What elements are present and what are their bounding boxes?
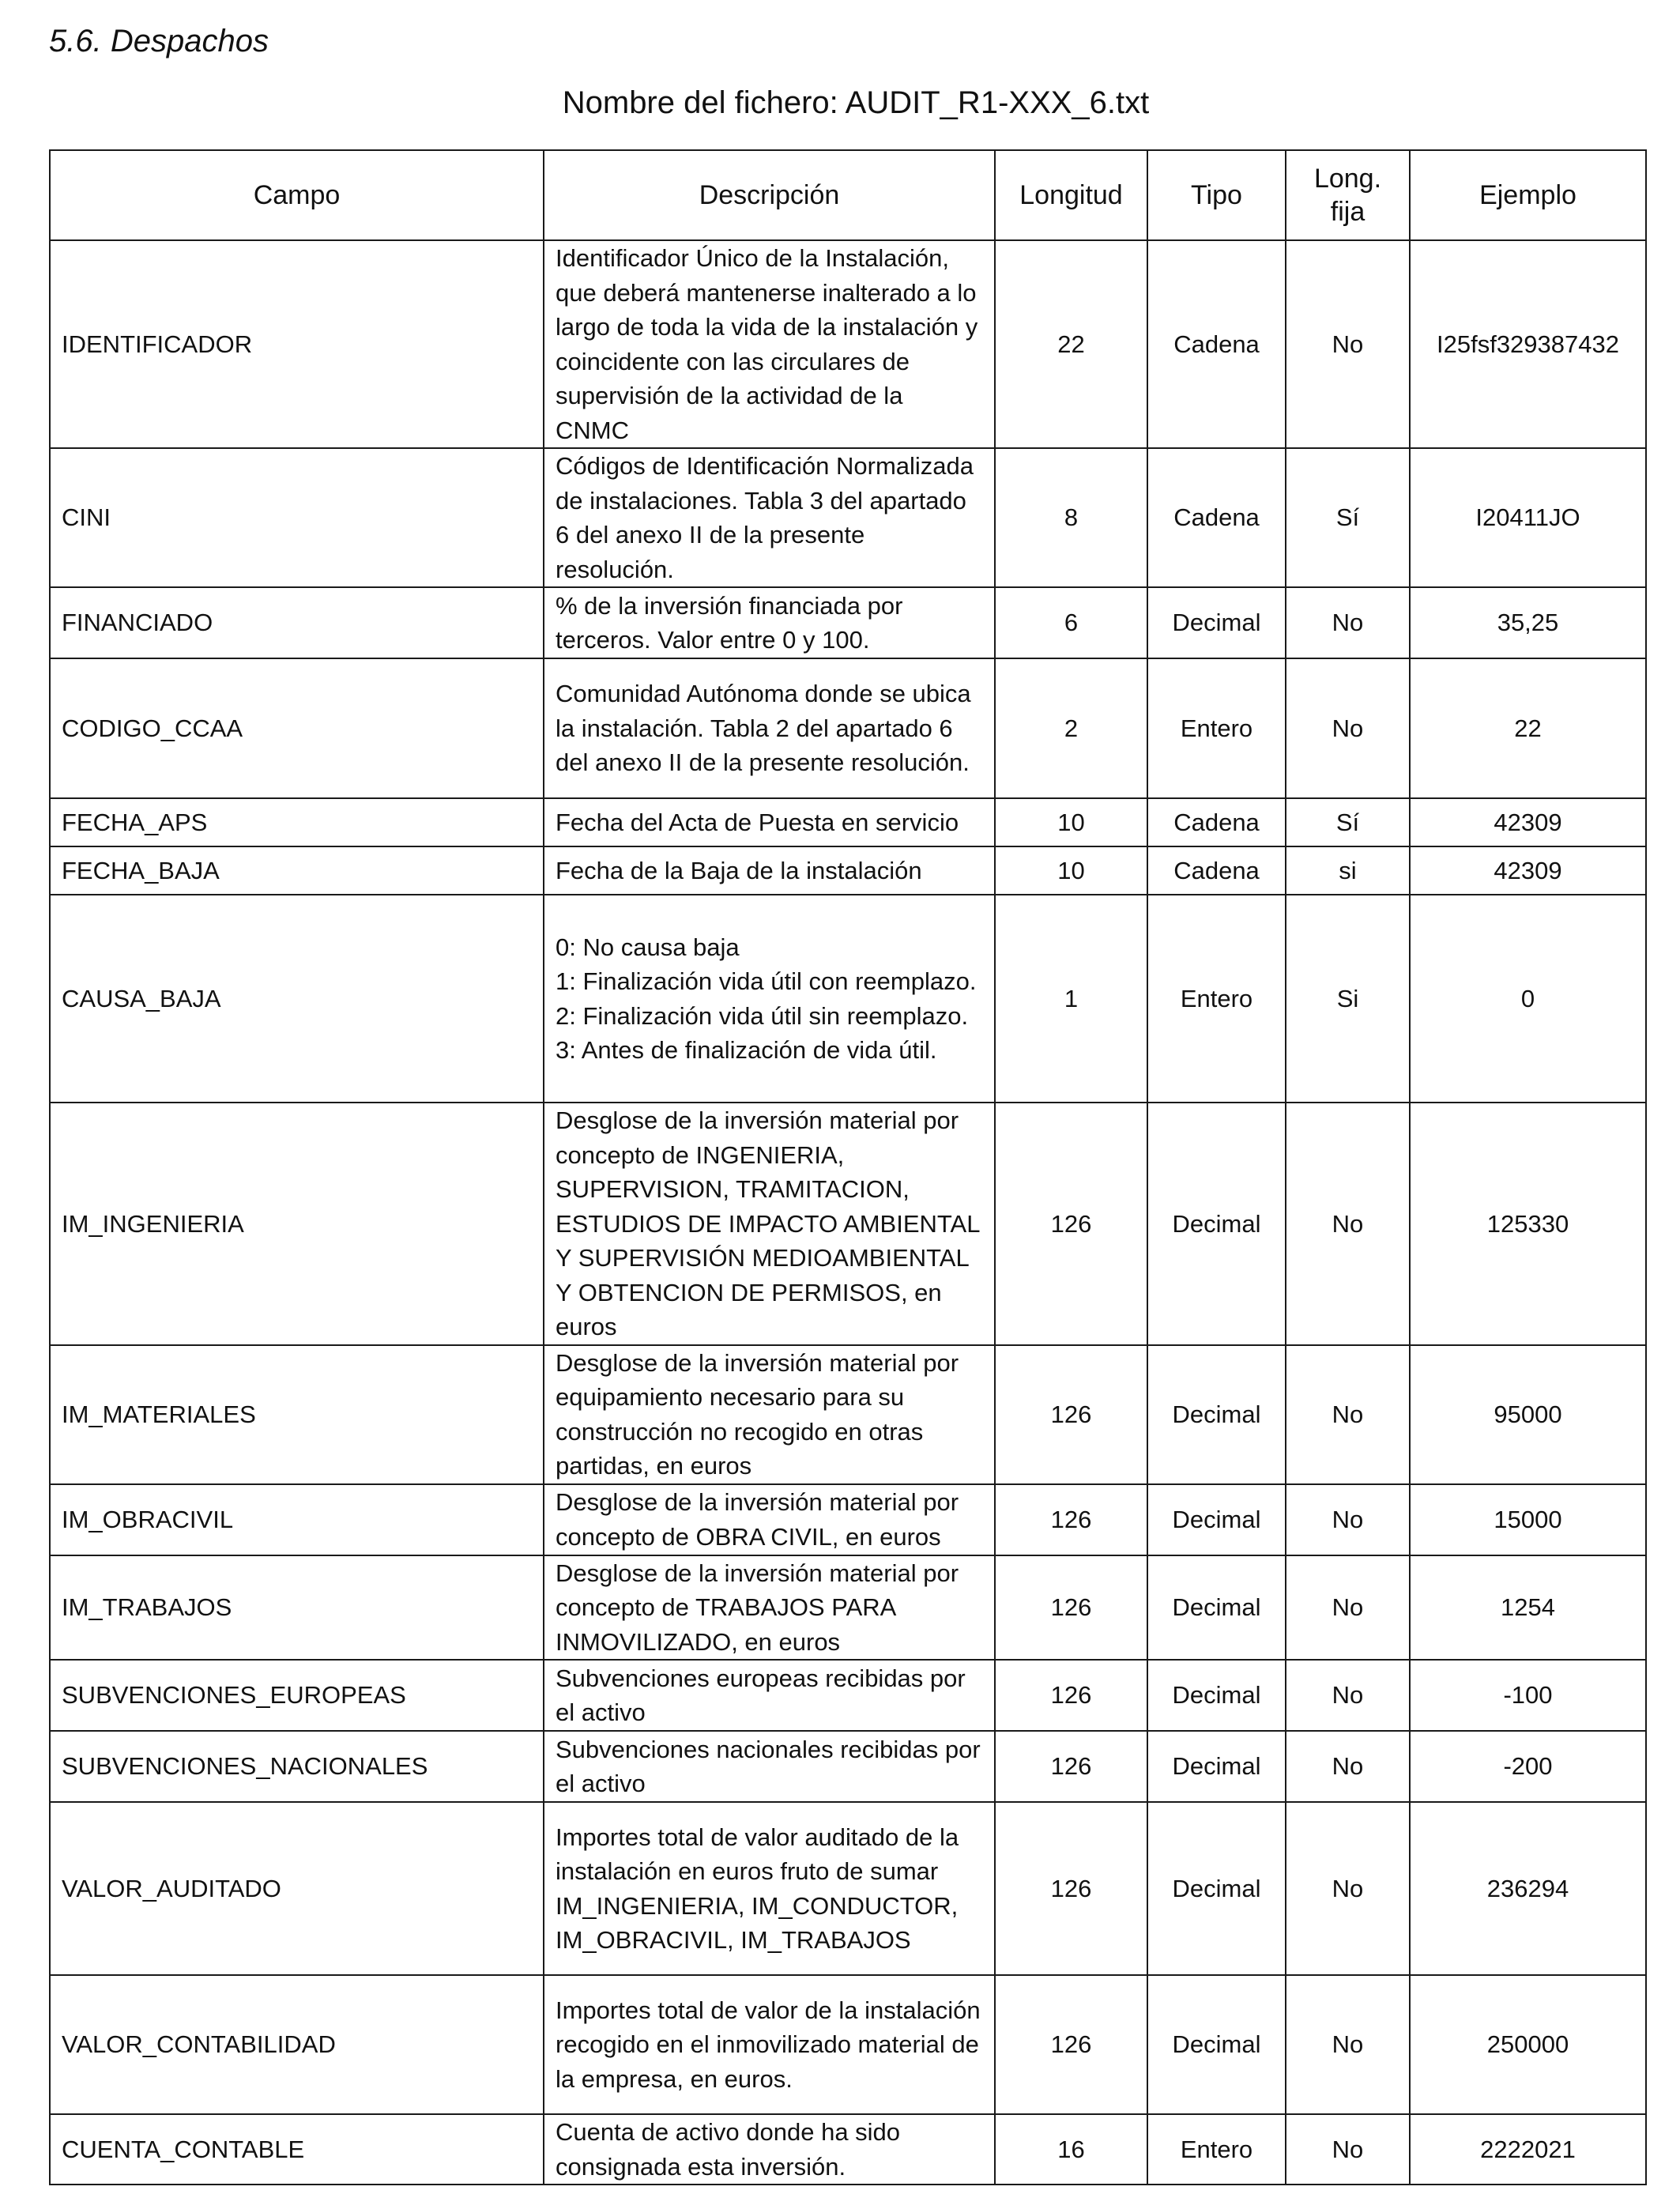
ejemplo-cell: 2222021 <box>1410 2114 1646 2185</box>
tipo-cell: Cadena <box>1147 846 1286 895</box>
ejemplo-cell: -100 <box>1410 1660 1646 1731</box>
tipo-cell: Decimal <box>1147 1731 1286 1802</box>
campo-cell: FECHA_APS <box>50 798 544 846</box>
descripcion-cell: Desglose de la inversión material por concepto de OBRA CIVIL, en euros <box>544 1484 995 1555</box>
campo-cell: IM_OBRACIVIL <box>50 1484 544 1555</box>
longitud-cell: 126 <box>995 1975 1147 2114</box>
table-row <box>50 798 1646 846</box>
long-fija-cell: No <box>1286 658 1410 798</box>
long-fija-cell: Si <box>1286 895 1410 1103</box>
descripcion-cell: Fecha del Acta de Puesta en servicio <box>544 798 995 846</box>
descripcion-cell: Subvenciones nacionales recibidas por el activo <box>544 1731 995 1802</box>
long-fija-cell: si <box>1286 846 1410 895</box>
table-row <box>50 448 1646 587</box>
campo-cell: CUENTA_CONTABLE <box>50 2114 544 2185</box>
ejemplo-cell: 42309 <box>1410 846 1646 895</box>
ejemplo-cell: 15000 <box>1410 1484 1646 1555</box>
long-fija-cell: No <box>1286 587 1410 658</box>
campo-cell: CODIGO_CCAA <box>50 658 544 798</box>
ejemplo-cell: I25fsf329387432 <box>1410 240 1646 448</box>
long-fija-cell: No <box>1286 1555 1410 1661</box>
longitud-cell: 10 <box>995 798 1147 846</box>
header-ejemplo: Ejemplo <box>1410 150 1646 240</box>
causa-baja-line: 2: Finalización vida útil sin reemplazo. <box>556 1001 969 1030</box>
descripcion-cell: Desglose de la inversión material por concepto de TRABAJOS PARA INMOVILIZADO, en euros <box>544 1555 995 1661</box>
campo-cell: VALOR_CONTABILIDAD <box>50 1975 544 2114</box>
tipo-cell: Entero <box>1147 658 1286 798</box>
header-tipo: Tipo <box>1147 150 1286 240</box>
header-descripcion: Descripción <box>544 150 995 240</box>
table-header-row <box>50 150 1646 240</box>
ejemplo-cell: I20411JO <box>1410 448 1646 587</box>
campo-cell: CAUSA_BAJA <box>50 895 544 1103</box>
ejemplo-cell: 42309 <box>1410 798 1646 846</box>
long-fija-cell: No <box>1286 1103 1410 1345</box>
ejemplo-cell: 95000 <box>1410 1345 1646 1484</box>
campo-cell: SUBVENCIONES_NACIONALES <box>50 1731 544 1802</box>
tipo-cell: Decimal <box>1147 587 1286 658</box>
longitud-cell: 126 <box>995 1731 1147 1802</box>
campo-cell: VALOR_AUDITADO <box>50 1802 544 1975</box>
campo-cell: FECHA_BAJA <box>50 846 544 895</box>
header-long-fija: Long. fija <box>1286 150 1410 240</box>
causa-baja-line: 1: Finalización vida útil con reemplazo. <box>556 967 977 995</box>
table-row <box>50 1484 1646 1555</box>
header-longitud: Longitud <box>995 150 1147 240</box>
descripcion-cell: Cuenta de activo donde ha sido consignada esta inversión. <box>544 2114 995 2185</box>
campo-cell: CINI <box>50 448 544 587</box>
descripcion-cell: Importes total de valor de la instalación recogido en el inmovilizado material de la empresa, en euros. <box>544 1975 995 2114</box>
tipo-cell: Decimal <box>1147 1103 1286 1345</box>
table-row <box>50 1660 1646 1731</box>
longitud-cell: 126 <box>995 1555 1147 1661</box>
ejemplo-cell: 1254 <box>1410 1555 1646 1661</box>
table-row <box>50 1345 1646 1484</box>
long-fija-cell: No <box>1286 1660 1410 1731</box>
long-fija-cell: No <box>1286 1484 1410 1555</box>
descripcion-cell: Comunidad Autónoma donde se ubica la instalación. Tabla 2 del apartado 6 del anexo II de la presente resolución. <box>544 658 995 798</box>
table-row <box>50 240 1646 448</box>
long-fija-cell: No <box>1286 1345 1410 1484</box>
campo-cell: IM_TRABAJOS <box>50 1555 544 1661</box>
table-row <box>50 846 1646 895</box>
campo-cell: IDENTIFICADOR <box>50 240 544 448</box>
ejemplo-cell: 35,25 <box>1410 587 1646 658</box>
long-fija-cell: No <box>1286 1802 1410 1975</box>
long-fija-cell: No <box>1286 240 1410 448</box>
table-row <box>50 895 1646 1103</box>
table-row <box>50 1103 1646 1345</box>
long-fija-cell: Sí <box>1286 798 1410 846</box>
longitud-cell: 126 <box>995 1802 1147 1975</box>
tipo-cell: Entero <box>1147 2114 1286 2185</box>
descripcion-cell: Desglose de la inversión material por concepto de INGENIERIA, SUPERVISION, TRAMITACION, ESTUDIOS DE IMPACTO AMBIENTAL Y SUPERVISIÓN MEDIOAMBIENTAL Y OBTENCION DE PERMISOS, en euros <box>544 1103 995 1345</box>
descripcion-cell: Fecha de la Baja de la instalación <box>544 846 995 895</box>
campo-cell: FINANCIADO <box>50 587 544 658</box>
table-row <box>50 2114 1646 2185</box>
causa-baja-line: 0: No causa baja <box>556 933 740 961</box>
descripcion-cell: % de la inversión financiada por terceros. Valor entre 0 y 100. <box>544 587 995 658</box>
descripcion-cell: Identificador Único de la Instalación, que deberá mantenerse inalterado a lo largo de toda la vida de la instalación y coincidente con las circulares de supervisión de la actividad de la CNMC <box>544 240 995 448</box>
longitud-cell: 126 <box>995 1345 1147 1484</box>
descripcion-cell: Desglose de la inversión material por equipamiento necesario para su construcción no recogido en otras partidas, en euros <box>544 1345 995 1484</box>
tipo-cell: Decimal <box>1147 1484 1286 1555</box>
ejemplo-cell: -200 <box>1410 1731 1646 1802</box>
descripcion-cell: Códigos de Identificación Normalizada de instalaciones. Tabla 3 del apartado 6 del anexo II de la presente resolución. <box>544 448 995 587</box>
tipo-cell: Decimal <box>1147 1802 1286 1975</box>
tipo-cell: Decimal <box>1147 1660 1286 1731</box>
longitud-cell: 22 <box>995 240 1147 448</box>
long-fija-cell: Sí <box>1286 448 1410 587</box>
long-fija-cell: No <box>1286 1975 1410 2114</box>
longitud-cell: 6 <box>995 587 1147 658</box>
long-fija-cell: No <box>1286 2114 1410 2185</box>
campo-cell: IM_MATERIALES <box>50 1345 544 1484</box>
tipo-cell: Cadena <box>1147 448 1286 587</box>
tipo-cell: Entero <box>1147 895 1286 1103</box>
longitud-cell: 1 <box>995 895 1147 1103</box>
table-row <box>50 658 1646 798</box>
long-fija-cell: No <box>1286 1731 1410 1802</box>
table-row <box>50 1555 1646 1661</box>
ejemplo-cell: 236294 <box>1410 1802 1646 1975</box>
longitud-cell: 2 <box>995 658 1147 798</box>
longitud-cell: 10 <box>995 846 1147 895</box>
file-name-title: Nombre del fichero: AUDIT_R1-XXX_6.txt <box>562 85 1150 120</box>
longitud-cell: 16 <box>995 2114 1147 2185</box>
ejemplo-cell: 22 <box>1410 658 1646 798</box>
longitud-cell: 126 <box>995 1103 1147 1345</box>
section-heading: 5.6. Despachos <box>49 24 269 58</box>
header-campo: Campo <box>50 150 544 240</box>
campo-cell: IM_INGENIERIA <box>50 1103 544 1345</box>
descripcion-cell <box>544 895 995 1103</box>
campo-cell: SUBVENCIONES_EUROPEAS <box>50 1660 544 1731</box>
longitud-cell: 8 <box>995 448 1147 587</box>
tipo-cell: Decimal <box>1147 1975 1286 2114</box>
longitud-cell: 126 <box>995 1484 1147 1555</box>
descripcion-cell: Subvenciones europeas recibidas por el activo <box>544 1660 995 1731</box>
table-row <box>50 587 1646 658</box>
table-row <box>50 1802 1646 1975</box>
tipo-cell: Cadena <box>1147 240 1286 448</box>
tipo-cell: Cadena <box>1147 798 1286 846</box>
ejemplo-cell: 125330 <box>1410 1103 1646 1345</box>
causa-baja-line: 3: Antes de finalización de vida útil. <box>556 1036 937 1064</box>
fields-table <box>49 149 1647 2185</box>
ejemplo-cell: 0 <box>1410 895 1646 1103</box>
descripcion-cell: Importes total de valor auditado de la instalación en euros fruto de sumar IM_INGENIERIA, IM_CONDUCTOR, IM_OBRACIVIL, IM_TRABAJOS <box>544 1802 995 1975</box>
tipo-cell: Decimal <box>1147 1555 1286 1661</box>
table-row <box>50 1975 1646 2114</box>
ejemplo-cell: 250000 <box>1410 1975 1646 2114</box>
longitud-cell: 126 <box>995 1660 1147 1731</box>
table-row <box>50 1731 1646 1802</box>
tipo-cell: Decimal <box>1147 1345 1286 1484</box>
